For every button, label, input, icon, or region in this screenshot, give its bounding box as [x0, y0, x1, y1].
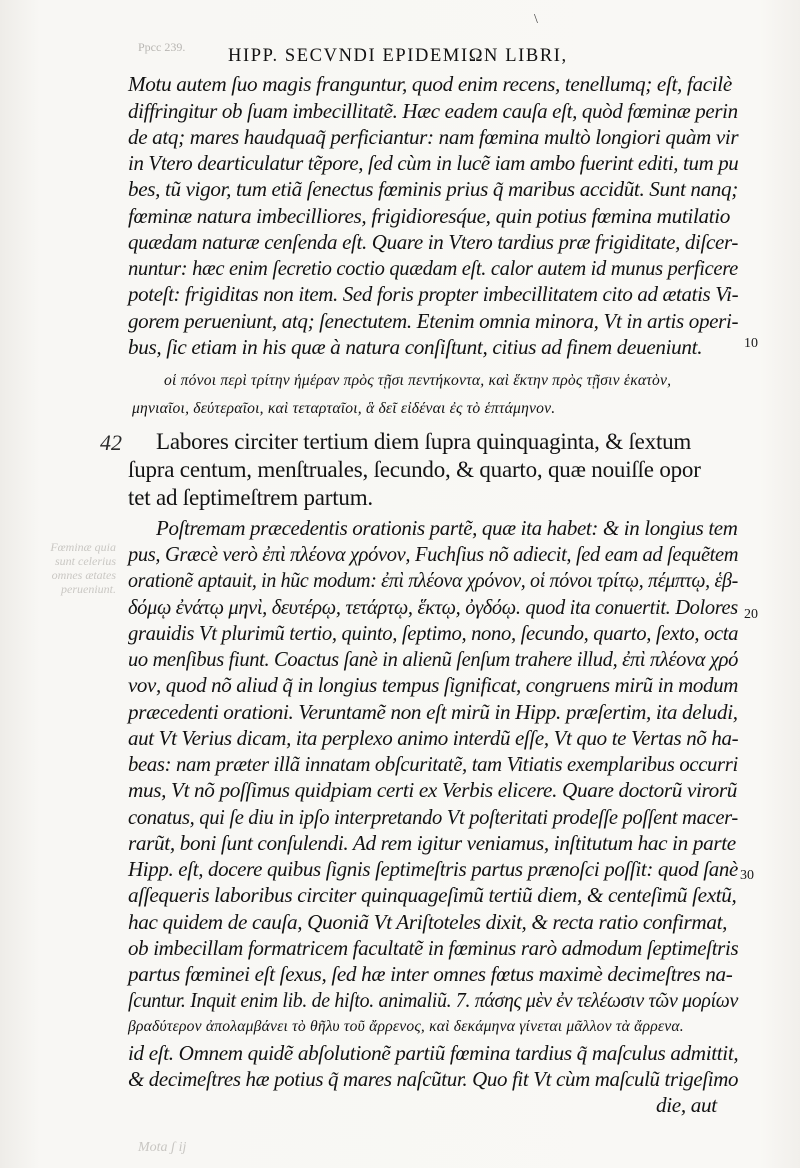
text-line: Poſtremam præcedentis orationis partẽ, quæ ita habet: & in longius tem: [156, 516, 738, 540]
text-line: rarũt, boni ſunt conſulendi. Ad rem igitur veniamus, inſtitutum hac in parte: [128, 831, 736, 855]
text-line: Motu autem ſuo magis franguntur, quod enim recens, tenellumq; eſt, facilè: [128, 72, 732, 96]
text-line: fœminæ natura imbecilliores, frigidioresq́ue, quin potius fœmina mutilatio: [128, 204, 731, 228]
greek-line: μηνιαῖοι, δεύτεραῖοι, καὶ τεταρταῖοι, ἃ δεῖ εἰδέναι ἐς τὸ ἑπτάμηνον.: [132, 400, 556, 417]
text-line: de atq; mares haudquaq̃ perficiantur: nam fœmina multò longiori quàm vir: [128, 125, 739, 149]
text-line: partus fœminei eſt ſexus, ſed hæ inter omnes fœtus maximè decimeſtres na-: [128, 962, 733, 986]
handwritten-note: 42: [100, 430, 122, 455]
text-line: aſſequeris laboribus circiter quinquageſimũ tertiũ diem, & centeſimũ ſextũ,: [128, 883, 737, 907]
text-line: præcedenti orationi. Veruntamẽ non eſt mirũ in Hipp. præſertim, ita deludi,: [128, 700, 738, 724]
text-line: aut Vt Verius dicam, ita perplexo animo interdũ eſſe, Vt quo te Vertas nõ ha-: [128, 726, 739, 750]
text-line: hac quidem de cauſa, Quoniã Vt Ariſtoteles dixit, & recta ratio confirmat,: [128, 910, 728, 934]
text-line: orationẽ aptauit, in hũc modum: ἐπὶ πλέονα χρόνον, οἱ πόνοι τρίτῳ, πέμπτῳ, ἑβ-: [128, 568, 738, 592]
text-line: diffringitur ob ſuam imbecillitatẽ. Hæc eadem cauſa eſt, quòd fœminæ perin: [128, 99, 738, 123]
bleedthrough-margin-note: Fœminæ quia sunt celerius omnes ætates perueniunt.: [50, 540, 116, 596]
running-head: HIPP. SECVNDI EPIDEMIΩN LIBRI,: [228, 46, 568, 66]
text-line: mus, Vt nõ poſſimus quidpiam certi ex Verbis elicere. Quare doctorũ virorũ: [128, 778, 738, 802]
text-line: uo menſibus fiunt. Coactus ſanè in alienũ ſenſum trahere illud, ἐπὶ πλέονα χρό: [128, 647, 739, 671]
text-line: in Vtero dearticulatur tẽpore, ſed cùm in lucẽ iam ambo fuerint editi, tum pu: [128, 151, 739, 175]
text-line: nuntur: hæc enim ſecretio coctio quædam eſt. calor autem id munus perficere: [128, 256, 738, 280]
text-line: Hipp. eſt, docere quibus ſignis ſeptimeſtris partus prænoſci poſſit: quod ſanè: [128, 857, 738, 881]
line-number: 20: [744, 607, 758, 622]
text-line: poteſt: frigiditas non item. Sed foris propter imbecillitatem cito ad ætatis Vi-: [128, 282, 739, 306]
text-line: conatus, qui ſe diu in ipſo interpretando Vt poſteritati prodeſſe poſſent macer-: [128, 805, 738, 829]
greek-line: βραδύτερον ἀπολαμβάνει τὸ θῆλυ τοῦ ἄρρενος, καὶ δεκάμηνα γίνεται μᾶλλον τὰ ἄρρενα.: [128, 1018, 684, 1035]
translation-line: tet ad ſeptimeſtrem partum.: [128, 485, 373, 510]
text-line: ob imbecillam formatricem facultatẽ in fœminus rarò admodum ſeptimeſtris: [128, 936, 739, 960]
text-line: ſcuntur. Inquit enim lib. de hiſto. animaliũ. 7. πάσης μὲν ἐν τελέωσιν τῶν μορίων: [128, 988, 739, 1012]
translation-line: Labores circiter tertium diem ſupra quinquaginta, & ſextum: [156, 429, 692, 454]
text-line: bus, ſic etiam in his quæ à natura conſiſtunt, citius ad finem deueniunt.: [128, 335, 703, 359]
text-line: quædam naturæ cenſenda eſt. Quare in Vtero tardius præ frigiditate, diſcer-: [128, 230, 738, 254]
text-line: beas: nam præter illã innatam obſcuritatẽ, tam Vitiatis exemplaribus occurri: [128, 752, 738, 776]
text-line: νον, quod nõ aliud q̃ in longius tempus ſignificat, congruens mirũ in modum: [128, 673, 738, 697]
catchword-line: die, aut: [656, 1093, 717, 1117]
line-number: 30: [740, 868, 754, 883]
text-line: bes, tũ vigor, tum etiã ſenectus fœminis prius q̃ maribus accidũt. Sunt nanq;: [128, 177, 738, 201]
translation-line: ſupra centum, menſtruales, ſecundo, & quarto, quæ nouiſſe opor: [128, 457, 701, 482]
greek-line: οἱ πόνοι περὶ τρίτην ἡμέραν πρὸς τῇσι πεντήκοντα, καὶ ἕκτην πρὸς τῇσιν ἑκατὸν,: [164, 372, 672, 389]
text-line: & decimeſtres hæ potius q̃ mares naſcũtur. Quo fit Vt cùm maſculũ trigeſimo: [128, 1067, 739, 1091]
line-number: 10: [744, 336, 758, 351]
bleedthrough-footer: Mota ʃ ij: [138, 1140, 187, 1155]
text-line: grauidis Vt plurimũ tertio, quinto, ſeptimo, nono, ſecundo, quarto, ſexto, octa: [128, 621, 739, 645]
text-line: gorem perueniunt, atq; ſenectutem. Etenim omnia minora, Vt in artis operi-: [128, 309, 739, 333]
ink-mark: \: [534, 12, 538, 27]
text-line: pus, Græcè verò ἐπὶ πλέονα χρόνον, Fuchſius nõ adiecit, ſed eam ad ſequẽtem: [128, 542, 739, 566]
bleedthrough-page-number: Ppcc 239.: [138, 40, 186, 54]
text-line: id eſt. Omnem quidẽ abſolutionẽ partiũ fœmina tardius q̃ maſculus admittit,: [128, 1041, 739, 1065]
text-line: δόμῳ ἐνάτῳ μηνὶ, δευτέρῳ, τετάρτῳ, ἕκτῳ, ὀγδόῳ. quod ita conuertit. Dolores: [128, 595, 738, 619]
